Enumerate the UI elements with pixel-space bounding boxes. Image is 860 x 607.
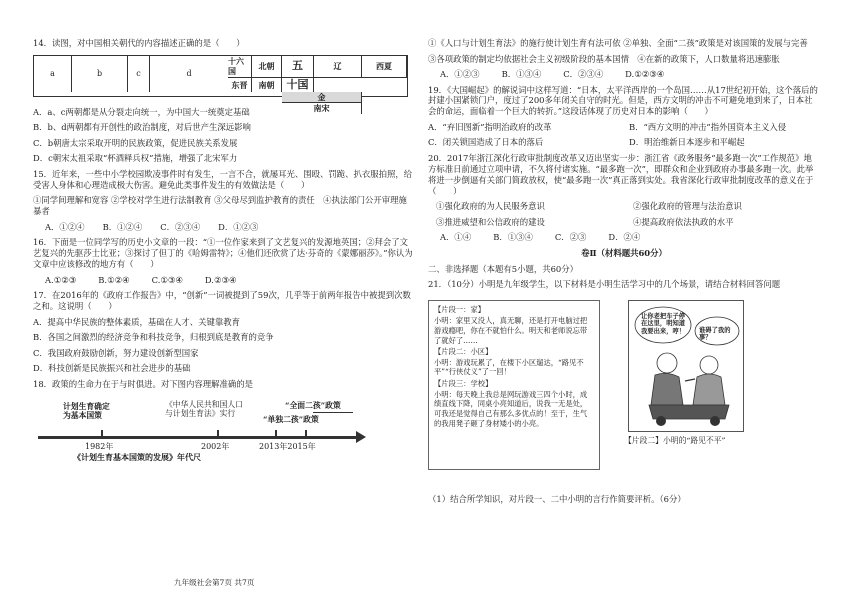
q18-stem: 18．政策的生命力在于与时俱进。对下图内容理解准确的是 bbox=[33, 378, 254, 389]
timeline-box-4: “单独二孩”政策 bbox=[263, 414, 319, 424]
q21-sub1: （1）结合所学知识，对片段一、二中小明的言行作简要评析。（6分） bbox=[428, 494, 686, 505]
cell: 辽 bbox=[314, 56, 362, 78]
timeline-box-2: 《中华人民共和国人口 与计划生育法》实行 bbox=[165, 399, 243, 419]
thought-bubble: 谁碍了我的事？ bbox=[699, 327, 731, 342]
option: A．①②④ bbox=[45, 221, 85, 232]
option: C．②③④ bbox=[563, 69, 604, 80]
q18-options bbox=[428, 69, 820, 80]
tick bbox=[305, 430, 307, 438]
q16-options bbox=[33, 275, 413, 286]
q20-items bbox=[428, 201, 820, 232]
policy-timeline bbox=[33, 398, 413, 466]
option: A.①②③ bbox=[45, 274, 77, 285]
tick bbox=[275, 430, 277, 438]
timeline-arrowhead bbox=[356, 431, 366, 443]
item: ④提高政府依法执政的水平 bbox=[633, 216, 734, 227]
q21-materials bbox=[428, 296, 820, 492]
q16-stem: 16．下面是一位同学写的历史小文章的一段：“①一位作家来到了文艺复兴的发源地英国；②拜会了文艺复兴的先驱莎士比亚；③探讨了但丁的《哈姆雷特》；④他们还欣赏了达·芬奇的《蒙娜丽莎》。”你认为文章中应该修改的地方有（ ） bbox=[33, 237, 413, 270]
q15-options bbox=[33, 222, 413, 233]
q14-option-d: D．c朝宋太祖采取“杯酒释兵权”措施，增强了北宋军力 bbox=[33, 153, 238, 164]
q17-option-c: C．我国政府鼓励创新，努力建设创新型国家 bbox=[33, 347, 199, 358]
q15-items: ①同学间理解和宽容 ②学校对学生进行法制教育 ③父母尽到监护教育的责任 ④执法部门公开审理施暴者 bbox=[33, 195, 407, 217]
option: A．“弃旧图新”指明治政府的改革 bbox=[428, 121, 552, 132]
cell: 北朝 bbox=[252, 56, 282, 78]
timeline-axis bbox=[38, 436, 358, 439]
story-line: 【片段三：学校】 bbox=[434, 378, 493, 388]
cell: b bbox=[72, 56, 128, 92]
story-line: 小明：家里又没人，真无聊，还是打开电脑过把游戏瘾吧，你在不就怕什么。明天和老师说忘带了就好了…… bbox=[434, 316, 588, 345]
option: D．②④ bbox=[608, 232, 641, 243]
cell: 十国 bbox=[282, 78, 314, 92]
option: B．“西方文明的冲击”指外国资本主义入侵 bbox=[629, 121, 787, 132]
option: B．①③④ bbox=[493, 232, 533, 243]
story-box bbox=[428, 300, 600, 470]
year-label: 2002年 bbox=[201, 441, 230, 451]
q17-option-d: D．科技创新是民族振兴和社会进步的基础 bbox=[33, 363, 191, 374]
q18-items-a: ①《人口与计划生育法》的施行使计划生育有法可依 ②单独、全面“二孩”政策是对该国策的发展与完善 bbox=[428, 38, 808, 48]
part2-title: 卷Ⅱ（材料题共60分） bbox=[581, 247, 667, 258]
option: C．闭关锁国造成了日本的落后 bbox=[428, 137, 544, 148]
timeline-pointer bbox=[313, 412, 353, 413]
cell: c bbox=[128, 56, 150, 92]
option: D.②③④ bbox=[204, 274, 237, 285]
timeline-caption: 《计划生育基本国策的发展》年代尺 bbox=[73, 451, 201, 462]
option: D.①②③④ bbox=[625, 69, 665, 80]
cell: a bbox=[34, 56, 72, 92]
option: B．①③④ bbox=[501, 69, 542, 80]
option: C．②③④ bbox=[160, 221, 201, 232]
speech-bubble: 让你老把车子停在这里，明知道我要出来，哼！ bbox=[641, 313, 686, 335]
option: C．②③ bbox=[554, 232, 587, 243]
tick bbox=[101, 430, 103, 438]
cell: 南朝 bbox=[252, 78, 282, 92]
q17-option-a: A．提高中华民族的整体素质，基础在人才、关键靠教育 bbox=[33, 316, 241, 327]
cell: d bbox=[186, 68, 192, 78]
story-line: 小明：游戏玩累了，在楼下小区遛达，“路见不平”“行侠仗义”了一回！ bbox=[434, 357, 584, 377]
q20-stem: 20．2017年浙江深化行政审批制度改革又迈出坚实一步：浙江省《政务服务“最多跑一次”工作规范》地方标准日前通过立项申请，不久将付诸实施。“最多跑一次”，即群众和企业到政府办事最多跑一次。此举将进一步倒逼有关部门简政放权，使“最多跑一次”真正落到实处。我省深化行政审批制度改革的意义在于（ ） bbox=[428, 152, 814, 196]
cell: 十六国 bbox=[228, 56, 252, 78]
q15-stem: 15．近年来，一些中小学校园欺凌事件时有发生，一言不合，就屡耳光、围殴、罚跪、扒衣服拍照，给受害人身体和心理造成极大伤害。避免此类事件发生的有效做法是（ ） bbox=[33, 168, 413, 190]
q17-stem: 17．在2016年的《政府工作报告》中，“创新”一词被提到了59次，几乎等于前两年报告中被提到次数之和。这说明（ ） bbox=[33, 290, 411, 312]
cell: 西夏 bbox=[362, 56, 407, 78]
q19-stem: 19．《大国崛起》的解说词中这样写道：“日本，太平洋西岸的一个岛国……从17世纪初开始，这个落后的封建小国紧锁门户，度过了200多年闭关自守的时光。但是，西方文明的冲击不可避免地到来了，日本社会的命运，面临着一个巨大的转折。”这段话体现了历史对日本的影响（ ） bbox=[428, 84, 818, 117]
option: D．明治维新日本逐步和平崛起 bbox=[629, 137, 745, 148]
q19-options bbox=[428, 122, 820, 153]
option: D．①②③ bbox=[218, 221, 259, 232]
story-line: 【片段一：家】 bbox=[434, 305, 486, 315]
cell: 五 bbox=[282, 56, 314, 78]
option: C.①③④ bbox=[151, 274, 183, 285]
q14-stem: 14．读图，对中国相关朝代的内容描述正确的是（ ） bbox=[33, 38, 245, 48]
q14-option-b: B．b、d两朝都有开创性的政治制度，对后世产生深远影响 bbox=[33, 122, 251, 133]
right-column bbox=[428, 38, 820, 510]
cell: 南宋 bbox=[282, 102, 361, 113]
cartoon-caption: 【片段二】小明的“路见不平” bbox=[624, 436, 726, 446]
timeline-box-1: 计划生育确定 为基本国策 bbox=[63, 401, 110, 421]
option: A．①④ bbox=[440, 232, 472, 243]
q20-options bbox=[428, 232, 820, 243]
cell: 东晋 bbox=[228, 78, 252, 92]
timeline-box-3: “全面二孩”政策 bbox=[285, 400, 341, 410]
part2-section: 二、非选择题（本题有5小题，共60分） bbox=[428, 263, 578, 274]
q17-option-b: B．各国之间激烈的经济竞争和科技竞争，归根到底是教育的竞争 bbox=[33, 332, 274, 343]
year-label: 2013年2015年 bbox=[259, 441, 316, 451]
option: A．①②③ bbox=[440, 69, 480, 80]
item: ③推进威望和公信政府的建设 bbox=[436, 216, 545, 227]
option: B.①②④ bbox=[98, 274, 130, 285]
tick bbox=[217, 430, 219, 438]
q21-stem: 21．（10分）小明是九年级学生，以下材料是小明生活学习中的几个场景，请结合材料回答问题 bbox=[428, 279, 781, 290]
cartoon-illustration bbox=[628, 300, 744, 432]
option: B．①②④ bbox=[102, 221, 143, 232]
q14-option-a: A．a、c两朝都是从分裂走向统一，为中国大一统奠定基础 bbox=[33, 106, 250, 117]
story-line: 【片段二：小区】 bbox=[434, 346, 493, 356]
cell: 金 bbox=[282, 92, 361, 102]
year-label: 1982年 bbox=[85, 441, 114, 451]
q18-items-b: ③各项政策的制定均依据社会主义初级阶段的基本国情 ④在新的政策下，人口数量将迅速膨胀 bbox=[428, 53, 780, 64]
left-column bbox=[33, 38, 413, 472]
story-line: 小明：每天晚上我总是网玩游戏三四个小时，成绩直线下降，同桌小亮知道后，说我一无是处，可我还是觉得自己有那么多优点的！至于，生气的我用凳子砸了身材矮小的小亮。 bbox=[434, 389, 588, 428]
page-footer: 九年级社会第7页 共7页 bbox=[174, 578, 255, 587]
q14-option-c: C．b朝唐太宗采取开明的民族政策，促进民族关系发展 bbox=[33, 137, 238, 148]
item: ①强化政府的为人民服务意识 bbox=[436, 201, 545, 212]
item: ②强化政府的管理与法治意识 bbox=[633, 201, 742, 212]
